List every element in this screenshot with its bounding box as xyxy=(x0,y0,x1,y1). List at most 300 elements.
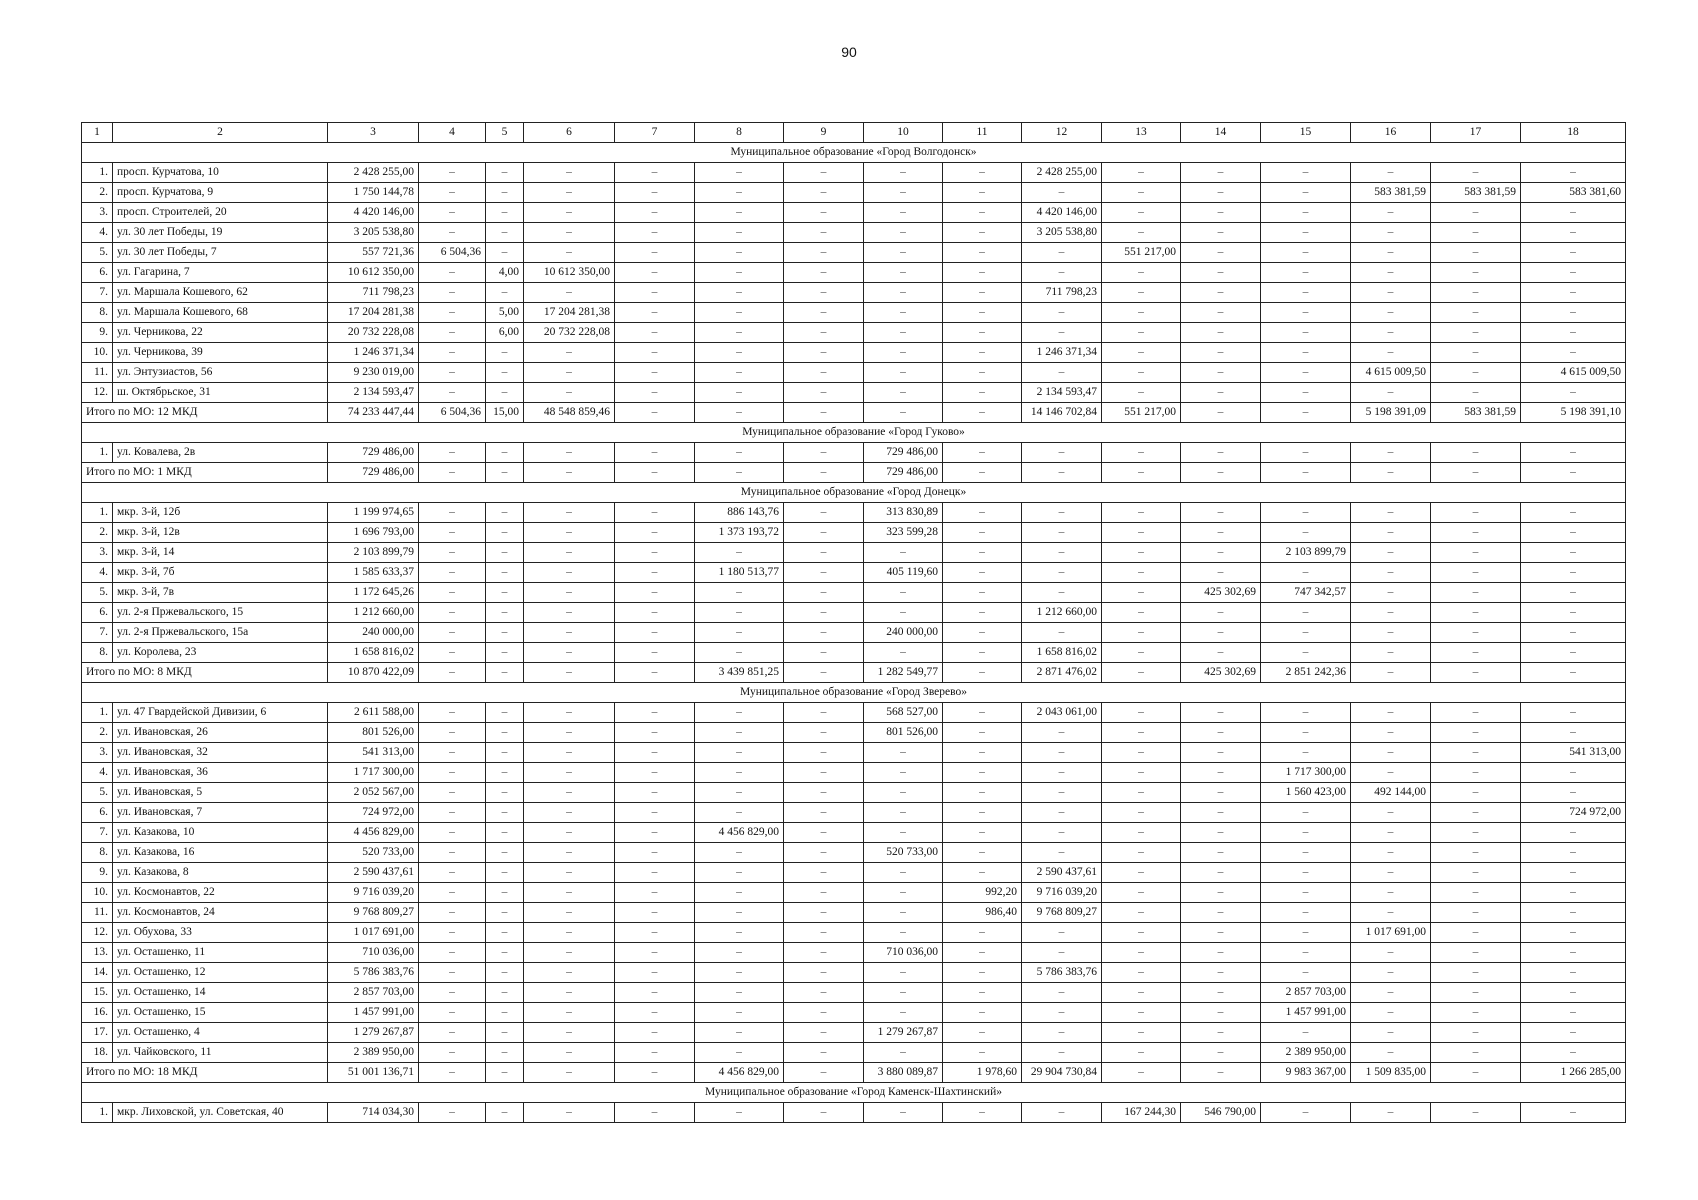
table-cell: – xyxy=(943,523,1022,543)
header-cell: 7 xyxy=(615,123,695,143)
table-cell: – xyxy=(943,803,1022,823)
table-cell: – xyxy=(615,983,695,1003)
table-row xyxy=(82,443,1626,463)
table-cell: – xyxy=(1022,503,1102,523)
table-cell: – xyxy=(1261,643,1351,663)
table-cell: 541 313,00 xyxy=(328,743,419,763)
table-cell: 520 733,00 xyxy=(328,843,419,863)
table-cell: 1. xyxy=(82,703,113,723)
table-cell: 568 527,00 xyxy=(864,703,943,723)
table-cell: – xyxy=(615,743,695,763)
table-cell: – xyxy=(615,603,695,623)
table-cell: – xyxy=(486,703,524,723)
table-row xyxy=(82,1023,1626,1043)
table-cell: – xyxy=(1181,883,1261,903)
table-cell: – xyxy=(943,603,1022,623)
total-cell: – xyxy=(1102,463,1181,483)
total-cell: – xyxy=(1102,1063,1181,1083)
table-cell: – xyxy=(419,583,486,603)
table-cell: – xyxy=(1351,983,1431,1003)
table-cell: – xyxy=(1181,703,1261,723)
table-cell: – xyxy=(695,243,784,263)
table-cell: – xyxy=(615,1023,695,1043)
table-cell: – xyxy=(784,863,864,883)
table-cell: – xyxy=(695,743,784,763)
table-cell: 17 204 281,38 xyxy=(328,303,419,323)
table-cell: – xyxy=(486,1043,524,1063)
table-cell: мкр. 3-й, 12в xyxy=(113,523,328,543)
table-cell: – xyxy=(1102,843,1181,863)
table-cell: – xyxy=(419,763,486,783)
table-cell: – xyxy=(1351,903,1431,923)
table-cell: – xyxy=(695,1023,784,1043)
table-cell: – xyxy=(784,903,864,923)
table-cell: – xyxy=(943,723,1022,743)
table-cell: – xyxy=(1431,563,1521,583)
table-cell: – xyxy=(524,803,615,823)
table-cell: – xyxy=(1102,923,1181,943)
table-cell: 11. xyxy=(82,363,113,383)
table-cell: – xyxy=(784,703,864,723)
table-row xyxy=(82,283,1626,303)
table-cell: – xyxy=(695,363,784,383)
table-cell: – xyxy=(1521,343,1626,363)
table-cell: – xyxy=(784,263,864,283)
section-title-row xyxy=(82,1083,1626,1103)
table-cell: 1 457 991,00 xyxy=(328,1003,419,1023)
table-cell: ул. 30 лет Победы, 19 xyxy=(113,223,328,243)
table-cell: ул. Космонавтов, 22 xyxy=(113,883,328,903)
total-cell: – xyxy=(419,463,486,483)
table-cell: – xyxy=(695,963,784,983)
table-cell: – xyxy=(1431,583,1521,603)
table-cell: 1 696 793,00 xyxy=(328,523,419,543)
table-cell: – xyxy=(615,263,695,283)
table-cell: – xyxy=(524,243,615,263)
total-cell: – xyxy=(1022,463,1102,483)
table-cell: – xyxy=(1351,443,1431,463)
table-cell: – xyxy=(695,643,784,663)
table-cell: 5. xyxy=(82,243,113,263)
table-cell: – xyxy=(943,183,1022,203)
table-cell: – xyxy=(615,243,695,263)
table-cell: ул. Гагарина, 7 xyxy=(113,263,328,283)
table-cell: – xyxy=(1181,303,1261,323)
table-cell: – xyxy=(615,643,695,663)
table-row xyxy=(82,983,1626,1003)
header-cell: 15 xyxy=(1261,123,1351,143)
table-cell: – xyxy=(1181,963,1261,983)
table-cell: – xyxy=(943,263,1022,283)
table-cell: – xyxy=(1181,743,1261,763)
table-cell: – xyxy=(1431,443,1521,463)
table-cell: – xyxy=(864,903,943,923)
section-title-row xyxy=(82,423,1626,443)
table-cell: – xyxy=(1521,823,1626,843)
table-cell: – xyxy=(419,323,486,343)
table-cell: – xyxy=(1181,203,1261,223)
table-cell: – xyxy=(1261,823,1351,843)
table-cell: 583 381,59 xyxy=(1431,183,1521,203)
table-cell: – xyxy=(1431,1003,1521,1023)
table-row xyxy=(82,923,1626,943)
table-cell: – xyxy=(486,543,524,563)
table-cell: мкр. 3-й, 12б xyxy=(113,503,328,523)
header-cell: 4 xyxy=(419,123,486,143)
table-cell: – xyxy=(486,723,524,743)
table-cell: 2. xyxy=(82,183,113,203)
table-cell: – xyxy=(1261,243,1351,263)
table-cell: 801 526,00 xyxy=(328,723,419,743)
table-cell: – xyxy=(864,243,943,263)
table-cell: – xyxy=(1102,563,1181,583)
table-cell: мкр. 3-й, 7в xyxy=(113,583,328,603)
table-cell: – xyxy=(419,1023,486,1043)
table-cell: – xyxy=(943,223,1022,243)
table-cell: 714 034,30 xyxy=(328,1103,419,1123)
table-cell: – xyxy=(864,863,943,883)
table-cell: – xyxy=(784,583,864,603)
table-cell: ул. Казакова, 8 xyxy=(113,863,328,883)
table-cell: – xyxy=(1521,383,1626,403)
table-cell: просп. Курчатова, 9 xyxy=(113,183,328,203)
table-cell: – xyxy=(943,583,1022,603)
total-cell: 5 198 391,09 xyxy=(1351,403,1431,423)
table-cell: – xyxy=(784,923,864,943)
table-cell: – xyxy=(695,903,784,923)
table-cell: – xyxy=(524,903,615,923)
table-row xyxy=(82,603,1626,623)
section-title: Муниципальное образование «Город Волгодонск» xyxy=(82,143,1626,163)
table-cell: 3. xyxy=(82,543,113,563)
table-cell: – xyxy=(1351,603,1431,623)
table-cell: 729 486,00 xyxy=(328,443,419,463)
table-cell: – xyxy=(524,563,615,583)
table-cell: – xyxy=(943,823,1022,843)
table-cell: – xyxy=(784,203,864,223)
table-cell: – xyxy=(695,1003,784,1023)
table-cell: 10. xyxy=(82,343,113,363)
table-row xyxy=(82,723,1626,743)
table-cell: – xyxy=(784,843,864,863)
table-cell: – xyxy=(1102,783,1181,803)
total-cell: – xyxy=(1102,663,1181,683)
header-cell: 2 xyxy=(113,123,328,143)
table-cell: – xyxy=(419,303,486,323)
table-cell: – xyxy=(486,203,524,223)
table-cell: – xyxy=(1351,723,1431,743)
table-cell: – xyxy=(524,163,615,183)
total-cell: 14 146 702,84 xyxy=(1022,403,1102,423)
table-cell: – xyxy=(615,883,695,903)
table-cell: – xyxy=(1181,723,1261,743)
page-number: 90 xyxy=(841,44,857,60)
table-cell: 6,00 xyxy=(486,323,524,343)
table-cell: ул. Обухова, 33 xyxy=(113,923,328,943)
table-cell: – xyxy=(1351,623,1431,643)
table-cell: просп. Курчатова, 10 xyxy=(113,163,328,183)
total-cell: – xyxy=(486,1063,524,1083)
table-cell: 992,20 xyxy=(943,883,1022,903)
table-cell: – xyxy=(943,963,1022,983)
table-cell: 7. xyxy=(82,623,113,643)
table-cell: – xyxy=(486,883,524,903)
table-cell: 240 000,00 xyxy=(864,623,943,643)
total-cell: 1 282 549,77 xyxy=(864,663,943,683)
table-cell: 9 716 039,20 xyxy=(328,883,419,903)
table-cell: – xyxy=(1102,883,1181,903)
table-cell: – xyxy=(1431,803,1521,823)
table-cell: – xyxy=(784,303,864,323)
table-cell: 10 612 350,00 xyxy=(328,263,419,283)
table-cell: – xyxy=(1521,203,1626,223)
total-cell: – xyxy=(524,663,615,683)
section-title-row xyxy=(82,683,1626,703)
table-row xyxy=(82,903,1626,923)
table-cell: – xyxy=(864,203,943,223)
table-cell: – xyxy=(1181,363,1261,383)
table-cell: 492 144,00 xyxy=(1351,783,1431,803)
table-cell: – xyxy=(1102,363,1181,383)
table-cell: 2 389 950,00 xyxy=(328,1043,419,1063)
table-cell: – xyxy=(419,783,486,803)
table-cell: – xyxy=(1102,223,1181,243)
table-cell: – xyxy=(943,343,1022,363)
table-cell: – xyxy=(1351,823,1431,843)
table-cell: 13. xyxy=(82,943,113,963)
table-cell: – xyxy=(615,823,695,843)
table-cell: 1 212 660,00 xyxy=(1022,603,1102,623)
table-row xyxy=(82,263,1626,283)
table-cell: 2 857 703,00 xyxy=(328,983,419,1003)
table-cell: 4. xyxy=(82,223,113,243)
table-cell: – xyxy=(419,723,486,743)
table-cell: – xyxy=(524,743,615,763)
table-cell: – xyxy=(419,563,486,583)
table-cell: – xyxy=(419,883,486,903)
table-cell: – xyxy=(1431,883,1521,903)
table-cell: – xyxy=(943,623,1022,643)
table-cell: – xyxy=(1351,883,1431,903)
table-cell: – xyxy=(615,363,695,383)
table-cell: – xyxy=(486,643,524,663)
table-cell: – xyxy=(1261,223,1351,243)
table-cell: – xyxy=(419,343,486,363)
total-cell: 29 904 730,84 xyxy=(1022,1063,1102,1083)
table-cell: – xyxy=(1181,603,1261,623)
table-cell: – xyxy=(1261,563,1351,583)
table-cell: – xyxy=(1521,843,1626,863)
table-cell: 4. xyxy=(82,563,113,583)
table-row xyxy=(82,843,1626,863)
table-cell: – xyxy=(524,923,615,943)
total-cell: – xyxy=(486,463,524,483)
table-cell: – xyxy=(1102,203,1181,223)
table-cell: 1 172 645,26 xyxy=(328,583,419,603)
table-cell: мкр. 3-й, 7б xyxy=(113,563,328,583)
table-cell: 729 486,00 xyxy=(864,443,943,463)
table-cell: – xyxy=(419,943,486,963)
table-cell: – xyxy=(486,583,524,603)
table-cell: 5 786 383,76 xyxy=(328,963,419,983)
table-cell: – xyxy=(524,443,615,463)
header-cell: 3 xyxy=(328,123,419,143)
table-cell: – xyxy=(1261,603,1351,623)
table-cell: – xyxy=(695,983,784,1003)
table-cell: 5,00 xyxy=(486,303,524,323)
table-cell: – xyxy=(1261,443,1351,463)
table-cell: – xyxy=(1351,383,1431,403)
table-row xyxy=(82,383,1626,403)
table-cell: 4 615 009,50 xyxy=(1521,363,1626,383)
total-cell: – xyxy=(1521,663,1626,683)
table-cell: – xyxy=(1521,563,1626,583)
table-cell: – xyxy=(1351,643,1431,663)
table-cell: – xyxy=(486,763,524,783)
total-cell: – xyxy=(784,663,864,683)
table-cell: 167 244,30 xyxy=(1102,1103,1181,1123)
table-row xyxy=(82,823,1626,843)
table-cell: – xyxy=(864,1103,943,1123)
table-cell: – xyxy=(419,623,486,643)
table-cell: – xyxy=(615,563,695,583)
table-cell: – xyxy=(419,703,486,723)
table-cell: – xyxy=(1351,283,1431,303)
total-label: Итого по МО: 18 МКД xyxy=(82,1063,328,1083)
table-cell: – xyxy=(1521,723,1626,743)
table-cell: – xyxy=(1261,1103,1351,1123)
table-cell: – xyxy=(943,543,1022,563)
table-cell: – xyxy=(784,163,864,183)
table-cell: – xyxy=(1102,943,1181,963)
table-cell: – xyxy=(1181,1043,1261,1063)
table-cell: – xyxy=(486,163,524,183)
table-cell: – xyxy=(784,443,864,463)
table-cell: 3 205 538,80 xyxy=(1022,223,1102,243)
table-cell: 747 342,57 xyxy=(1261,583,1351,603)
table-cell: – xyxy=(695,703,784,723)
table-cell: – xyxy=(1181,1003,1261,1023)
total-cell: 51 001 136,71 xyxy=(328,1063,419,1083)
table-cell: – xyxy=(1261,863,1351,883)
table-cell: – xyxy=(419,643,486,663)
table-cell: ул. Ивановская, 36 xyxy=(113,763,328,783)
total-cell: – xyxy=(943,663,1022,683)
table-cell: – xyxy=(615,323,695,343)
section-title-row xyxy=(82,483,1626,503)
table-cell: – xyxy=(524,383,615,403)
header-cell: 17 xyxy=(1431,123,1521,143)
total-row xyxy=(82,403,1626,423)
table-cell: 4 420 146,00 xyxy=(328,203,419,223)
table-cell: ул. Осташенко, 14 xyxy=(113,983,328,1003)
table-cell: – xyxy=(1261,323,1351,343)
table-cell: – xyxy=(1022,923,1102,943)
table-cell: – xyxy=(486,943,524,963)
table-cell: – xyxy=(1351,583,1431,603)
total-cell: – xyxy=(486,663,524,683)
total-cell: – xyxy=(524,1063,615,1083)
table-cell: – xyxy=(486,843,524,863)
total-cell: – xyxy=(615,1063,695,1083)
table-cell: – xyxy=(695,943,784,963)
table-cell: – xyxy=(1102,303,1181,323)
table-cell: ул. Казакова, 16 xyxy=(113,843,328,863)
table-cell: – xyxy=(1521,883,1626,903)
table-cell: – xyxy=(1261,963,1351,983)
table-cell: – xyxy=(1102,543,1181,563)
table-cell: 801 526,00 xyxy=(864,723,943,743)
table-row xyxy=(82,1003,1626,1023)
table-cell: – xyxy=(419,803,486,823)
total-cell: – xyxy=(695,403,784,423)
table-cell: – xyxy=(615,543,695,563)
table-cell: ул. Осташенко, 12 xyxy=(113,963,328,983)
table-cell: – xyxy=(615,923,695,943)
total-cell: – xyxy=(695,463,784,483)
table-cell: – xyxy=(1431,1103,1521,1123)
total-label: Итого по МО: 1 МКД xyxy=(82,463,328,483)
table-cell: – xyxy=(615,523,695,543)
table-cell: – xyxy=(784,883,864,903)
table-cell: – xyxy=(695,443,784,463)
table-cell: 2 857 703,00 xyxy=(1261,983,1351,1003)
table-cell: – xyxy=(784,803,864,823)
total-cell: 1 978,60 xyxy=(943,1063,1022,1083)
table-cell: – xyxy=(1102,623,1181,643)
total-cell: – xyxy=(1351,663,1431,683)
table-cell: 6 504,36 xyxy=(419,243,486,263)
table-cell: – xyxy=(486,363,524,383)
table-cell: – xyxy=(784,243,864,263)
total-cell: – xyxy=(615,663,695,683)
table-cell: – xyxy=(1521,503,1626,523)
table-cell: – xyxy=(1521,303,1626,323)
table-cell: – xyxy=(1022,363,1102,383)
table-cell: 20 732 228,08 xyxy=(524,323,615,343)
table-cell: – xyxy=(486,963,524,983)
table-cell: 1 585 633,37 xyxy=(328,563,419,583)
table-cell: – xyxy=(615,343,695,363)
table-cell: 2. xyxy=(82,523,113,543)
table-cell: – xyxy=(524,883,615,903)
table-cell: – xyxy=(1022,783,1102,803)
table-cell: – xyxy=(1102,583,1181,603)
table-cell: – xyxy=(695,883,784,903)
table-cell: – xyxy=(1351,703,1431,723)
table-cell: – xyxy=(1261,703,1351,723)
table-cell: – xyxy=(419,603,486,623)
table-cell: 1 658 816,02 xyxy=(328,643,419,663)
table-cell: – xyxy=(1351,303,1431,323)
table-cell: – xyxy=(1351,963,1431,983)
table-cell: – xyxy=(1431,763,1521,783)
table-cell: – xyxy=(1181,763,1261,783)
table-row xyxy=(82,163,1626,183)
table-cell: ул. Ивановская, 32 xyxy=(113,743,328,763)
table-cell: – xyxy=(486,1003,524,1023)
table-cell: – xyxy=(419,283,486,303)
table-cell: – xyxy=(1102,343,1181,363)
table-cell: – xyxy=(615,1043,695,1063)
table-cell: – xyxy=(784,743,864,763)
table-cell: – xyxy=(1261,923,1351,943)
total-cell: – xyxy=(615,403,695,423)
table-cell: – xyxy=(784,1023,864,1043)
table-cell: – xyxy=(615,763,695,783)
section-title: Муниципальное образование «Город Зверево» xyxy=(82,683,1626,703)
table-cell: – xyxy=(1431,783,1521,803)
